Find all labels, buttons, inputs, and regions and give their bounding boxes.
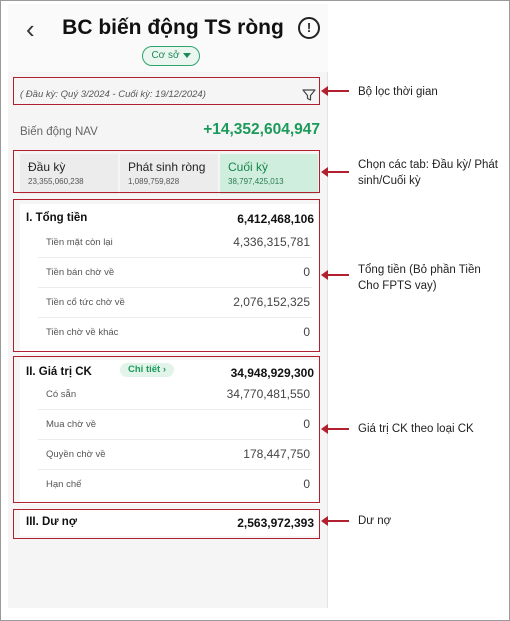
- row-label: Có sẵn: [46, 389, 77, 400]
- annotation-securities: Giá trị CK theo loại CK: [358, 423, 474, 435]
- row-value: 34,770,481,550: [226, 387, 310, 401]
- tab-value: 23,355,060,238: [28, 177, 84, 186]
- arrow-left-icon: [327, 274, 349, 276]
- cash-highlight-box: [13, 199, 320, 352]
- filter-highlight-box: [13, 77, 320, 105]
- tab-label: Đầu kỳ: [28, 160, 66, 174]
- row-label: Tiền mặt còn lại: [46, 237, 113, 248]
- nav-change-row: [20, 120, 320, 142]
- section-total: 34,948,929,300: [230, 366, 314, 380]
- section-total: 2,563,972,393: [237, 516, 314, 530]
- filter-text: ( Đầu kỳ: Quý 3/2024 - Cuối kỳ: 19/12/2024): [20, 89, 206, 100]
- tab-label: Phát sinh ròng: [128, 160, 206, 174]
- debt-highlight-box: [13, 509, 320, 539]
- section-title: II. Giá trị CK: [26, 366, 92, 378]
- row-label: Tiền bán chờ về: [46, 267, 115, 278]
- arrow-left-icon: [327, 428, 349, 430]
- nav-value: +14,352,604,947: [203, 121, 320, 138]
- page-title: BC biến động TS ròng: [62, 16, 284, 39]
- tabs-highlight-box: [13, 150, 320, 193]
- tab-value: 1,089,759,828: [128, 177, 180, 186]
- row-value: 2,076,152,325: [233, 295, 310, 309]
- info-icon[interactable]: !: [298, 17, 320, 39]
- chevron-left-icon[interactable]: ‹: [26, 14, 35, 44]
- header: [8, 4, 328, 72]
- row-value: 0: [303, 417, 310, 431]
- chevron-right-icon: ›: [162, 364, 167, 375]
- annotation-debt: Dư nợ: [358, 515, 392, 527]
- tab-label: Cuối kỳ: [228, 160, 269, 174]
- row-label: Mua chờ về: [46, 419, 97, 430]
- annotation-tabs: Chọn các tab: Đầu kỳ/ Phát sinh/Cuối kỳ: [358, 159, 498, 187]
- row-label: Tiền chờ về khác: [46, 327, 119, 338]
- row-value: 0: [303, 265, 310, 279]
- row-value: 4,336,315,781: [233, 235, 310, 249]
- section-total: 6,412,468,106: [237, 212, 314, 226]
- arrow-left-icon: [327, 171, 349, 173]
- row-value: 0: [303, 325, 310, 339]
- detail-label: Chi tiết: [128, 364, 161, 375]
- arrow-left-icon: [327, 520, 349, 522]
- row-label: Quyền chờ về: [46, 449, 106, 460]
- nav-label: Biến động NAV: [20, 126, 98, 138]
- account-type-dropdown[interactable]: [142, 46, 200, 66]
- row-label: Hạn chế: [46, 479, 82, 490]
- section-title: I. Tổng tiền: [26, 212, 88, 224]
- row-value: 0: [303, 477, 310, 491]
- caret-down-icon: [183, 53, 191, 58]
- arrow-left-icon: [327, 90, 349, 92]
- row-label: Tiền cổ tức chờ về: [46, 297, 125, 308]
- tab-value: 38,797,425,013: [228, 177, 284, 186]
- annotation-filter: Bộ lọc thời gian: [358, 86, 438, 98]
- dropdown-value: Cơ sở: [151, 50, 180, 61]
- annotation-cash: Tổng tiền (Bỏ phần Tiền Cho FPTS vay): [358, 264, 481, 292]
- row-value: 178,447,750: [243, 447, 310, 461]
- section-title: III. Dư nợ: [26, 516, 78, 528]
- securities-highlight-box: [13, 356, 320, 503]
